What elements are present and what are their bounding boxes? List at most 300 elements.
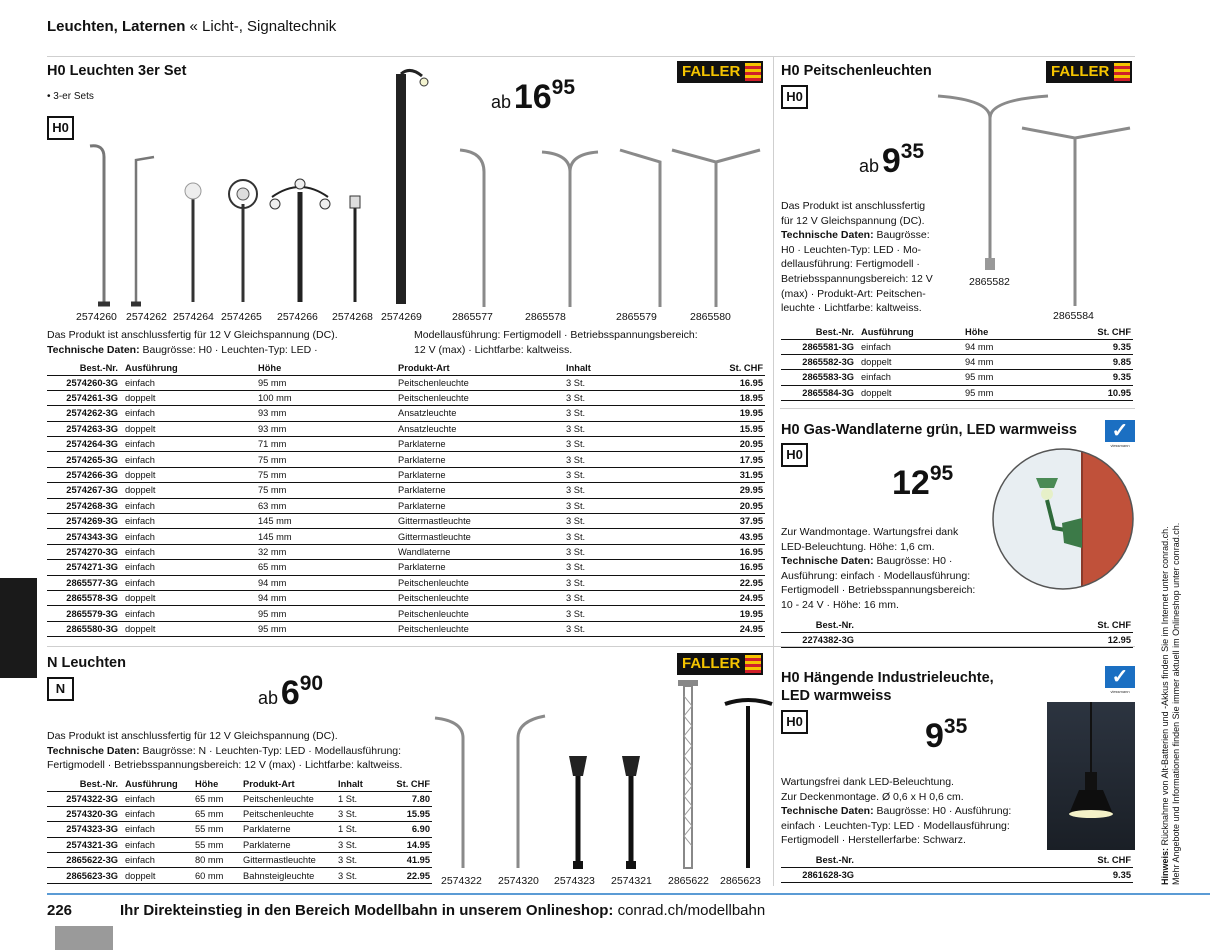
desc-bold: Technische Daten: <box>781 555 874 568</box>
col-header: St. CHF <box>1053 325 1133 339</box>
side-note-line <box>1160 465 1171 885</box>
table-cell: 93 mm <box>256 421 396 436</box>
side-note-bold: Hinweis: <box>1160 847 1170 885</box>
table-cell: 65 mm <box>193 791 241 806</box>
table-cell: Parklaterne <box>241 822 336 837</box>
table-cell: 19.95 <box>684 406 765 421</box>
table-cell: Peitschenleuchte <box>396 621 564 636</box>
col-header: St. CHF <box>859 618 1133 632</box>
table-cell: 9.35 <box>859 867 1133 882</box>
desc-line: dellausführung: Fertigmodell · <box>781 258 920 271</box>
table-cell: 95 mm <box>256 375 396 390</box>
image-label: 2574264 <box>173 311 214 323</box>
table-row <box>781 632 1133 647</box>
product-image-gas-lantern <box>992 448 1135 591</box>
faller-logo-text: FALLER <box>682 655 741 672</box>
table-cell: 2574265-3G <box>47 452 123 467</box>
table-cell: 15.95 <box>684 421 765 436</box>
table-cell: 3 St. <box>564 390 684 405</box>
table-cell: 29.95 <box>684 483 765 498</box>
scale-badge: N <box>47 677 74 701</box>
price-tag <box>925 715 967 756</box>
page-number: 226 <box>47 902 73 919</box>
product-image-industrial-lamp <box>1047 702 1135 850</box>
table-header <box>47 777 432 791</box>
desc-bold: Technische Daten: <box>781 805 874 818</box>
header-breadcrumb: « Licht-, Signaltechnik <box>185 18 337 35</box>
price-cents: 90 <box>299 672 324 695</box>
table-cell: doppelt <box>123 421 256 436</box>
table-cell: 63 mm <box>256 498 396 513</box>
table-cell: Parklaterne <box>396 452 564 467</box>
lamp-n-lattice <box>678 680 698 868</box>
image-label: 2574269 <box>381 311 422 323</box>
lamp-park-double <box>270 179 330 302</box>
table-cell: 16.95 <box>684 560 765 575</box>
table-cell: 2865578-3G <box>47 590 123 605</box>
table-cell: Parklaterne <box>241 837 336 852</box>
image-label: 2865622 <box>668 875 709 887</box>
image-label: 2574320 <box>498 875 539 887</box>
table-cell: 16.95 <box>684 544 765 559</box>
scale-badge: H0 <box>781 710 808 734</box>
image-label: 2574322 <box>441 875 482 887</box>
table-cell: 3 St. <box>564 437 684 452</box>
image-label: 2574262 <box>126 311 167 323</box>
product-image-h0-lamps <box>60 62 775 310</box>
table-cell: 3 St. <box>564 375 684 390</box>
table-row <box>47 529 765 544</box>
table-cell: 1 St. <box>336 791 386 806</box>
table-cell: 2574261-3G <box>47 390 123 405</box>
table-cell: Parklaterne <box>396 483 564 498</box>
image-label: 2574260 <box>76 311 117 323</box>
price-tag <box>258 672 323 713</box>
table-cell: einfach <box>123 837 193 852</box>
table-cell: 2865583-3G <box>781 370 859 385</box>
chapter-tab <box>0 578 37 678</box>
col-header: Inhalt <box>336 777 386 791</box>
footer-link[interactable]: conrad.ch/modellbahn <box>613 902 766 919</box>
table-row <box>781 339 1133 354</box>
viessmann-logo <box>1105 420 1135 450</box>
col-header: St. CHF <box>386 777 432 791</box>
table-cell: 75 mm <box>256 467 396 482</box>
table-row <box>47 868 432 883</box>
desc-line: Ausführung: einfach · Modellausführung: <box>781 569 971 582</box>
table-cell: 2865622-3G <box>47 853 123 868</box>
table-cell: 9.35 <box>1053 370 1133 385</box>
table-cell: doppelt <box>123 621 256 636</box>
table-row <box>47 853 432 868</box>
table-cell: 3 St. <box>564 421 684 436</box>
table-cell: 94 mm <box>963 354 1053 369</box>
table-cell: Peitschenleuchte <box>396 590 564 605</box>
table-row <box>47 483 765 498</box>
table-cell: einfach <box>123 822 193 837</box>
table-cell: 37.95 <box>684 514 765 529</box>
table-row <box>47 791 432 806</box>
table-cell: 95 mm <box>963 385 1053 400</box>
image-label: 2574268 <box>332 311 373 323</box>
image-label: 2865579 <box>616 311 657 323</box>
image-label: 2865577 <box>452 311 493 323</box>
desc-rest: Baugrösse: N · Leuchten-Typ: LED · Modellausführung: <box>139 744 402 757</box>
lamp-park-ring <box>229 180 257 302</box>
description-h0-set-left <box>47 328 407 357</box>
table-n <box>47 777 432 884</box>
viessmann-logo-text: viessmann <box>1110 443 1130 448</box>
col-header: Produkt-Art <box>396 361 564 375</box>
table-cell: 17.95 <box>684 452 765 467</box>
table-cell: einfach <box>123 406 256 421</box>
price-cents: 35 <box>943 715 968 738</box>
table-row <box>47 498 765 513</box>
lamp-n-park-a <box>569 756 587 869</box>
table-cell: 2865580-3G <box>47 621 123 636</box>
col-header: Ausführung <box>859 325 963 339</box>
desc-line: Das Produkt ist anschlussfertig <box>781 200 926 212</box>
table-row <box>47 390 765 405</box>
image-label: 2574321 <box>611 875 652 887</box>
side-note-line: Mehr Angebote und Informationen finden Sie immer aktuell im Onlineshop unter conrad.ch. <box>1171 522 1181 885</box>
table-cell: 20.95 <box>684 498 765 513</box>
table-cell: einfach <box>123 529 256 544</box>
table-cell: Ansatzleuchte <box>396 406 564 421</box>
table-cell: 16.95 <box>684 375 765 390</box>
table-cell: 55 mm <box>193 837 241 852</box>
lamp-park-globe <box>185 183 201 302</box>
desc-line: 12 V (max) · Lichtfarbe: kaltweiss. <box>414 343 573 356</box>
table-cell: doppelt <box>123 868 193 883</box>
table-cell: 3 St. <box>564 529 684 544</box>
table-row <box>47 606 765 621</box>
table-cell: doppelt <box>123 590 256 605</box>
table-cell: 6.90 <box>386 822 432 837</box>
lamp-double-2865578 <box>542 152 598 307</box>
desc-line: Zur Wandmontage. Wartungsfrei dank <box>781 526 959 538</box>
col-header: Best.-Nr. <box>781 325 859 339</box>
divider <box>47 56 1135 57</box>
image-label: 2865578 <box>525 311 566 323</box>
price-cents: 95 <box>551 76 575 99</box>
table-row <box>781 354 1133 369</box>
table-cell: Parklaterne <box>396 560 564 575</box>
scale-badge: H0 <box>781 443 808 467</box>
lamp-n-platform <box>725 700 772 868</box>
price-main: 12 <box>892 464 930 502</box>
table-cell: 65 mm <box>193 806 241 821</box>
table-cell: 2574267-3G <box>47 483 123 498</box>
table-cell: 3 St. <box>564 514 684 529</box>
table-cell: einfach <box>123 606 256 621</box>
col-header: St. CHF <box>684 361 765 375</box>
table-cell: 2861628-3G <box>781 867 859 882</box>
image-label: 2865582 <box>969 276 1010 288</box>
faller-logo-text: FALLER <box>682 63 741 80</box>
table-cell: 32 mm <box>256 544 396 559</box>
table-cell: 2574269-3G <box>47 514 123 529</box>
table-gas <box>781 618 1133 648</box>
table-row <box>47 452 765 467</box>
table-cell: 3 St. <box>336 806 386 821</box>
footer-promo-bold: Ihr Direkteinstieg in den Bereich Modellbahn in unserem Onlineshop: <box>120 902 614 919</box>
desc-line: einfach · Leuchten-Typ: LED · Modellausführung: <box>781 819 1010 832</box>
description-haengend <box>781 775 1046 848</box>
table-cell: Ansatzleuchte <box>396 421 564 436</box>
desc-rest: Baugrösse: H0 · <box>873 555 953 568</box>
lamp-whip-single <box>90 146 110 304</box>
table-cell: 2865584-3G <box>781 385 859 400</box>
table-cell: 94 mm <box>963 339 1053 354</box>
table-cell: 3 St. <box>564 467 684 482</box>
price-prefix: ab <box>258 688 279 708</box>
image-label: 2865623 <box>720 875 761 887</box>
table-cell: einfach <box>859 370 963 385</box>
table-cell: 2574268-3G <box>47 498 123 513</box>
table-cell: 95 mm <box>256 621 396 636</box>
table-cell: 2574321-3G <box>47 837 123 852</box>
table-cell: 80 mm <box>193 853 241 868</box>
footer-promo <box>120 902 765 919</box>
title-line: LED warmweiss <box>781 688 892 704</box>
table-row <box>47 514 765 529</box>
table-cell: 94 mm <box>256 590 396 605</box>
table-cell: 3 St. <box>564 544 684 559</box>
desc-line: leuchte · Lichtfarbe: kaltweiss. <box>781 302 922 315</box>
table-cell: 3 St. <box>336 837 386 852</box>
table-cell: 3 St. <box>336 853 386 868</box>
table-cell: 22.95 <box>386 868 432 883</box>
price-tag <box>859 140 924 181</box>
table-cell: Peitschenleuchte <box>396 390 564 405</box>
table-cell: 75 mm <box>256 483 396 498</box>
table-cell: 3 St. <box>336 868 386 883</box>
table-cell: Peitschenleuchte <box>241 806 336 821</box>
table-cell: 55 mm <box>193 822 241 837</box>
desc-rest: Baugrösse: H0 · Leuchten-Typ: LED · <box>139 343 318 356</box>
table-cell: 3 St. <box>564 575 684 590</box>
table-cell: einfach <box>123 452 256 467</box>
table-row <box>781 370 1133 385</box>
scale-badge: H0 <box>781 85 808 109</box>
table-row <box>781 385 1133 400</box>
lamp-park-small <box>350 196 360 302</box>
desc-line <box>781 804 1046 819</box>
table-cell: einfach <box>123 498 256 513</box>
image-label: 2574265 <box>221 311 262 323</box>
table-row <box>47 544 765 559</box>
table-cell: doppelt <box>123 390 256 405</box>
table-cell: Parklaterne <box>396 437 564 452</box>
lamp-n-whip-a <box>435 718 463 868</box>
table-cell: Gittermastleuchte <box>241 853 336 868</box>
table-header <box>781 853 1133 867</box>
desc-line: Fertigmodell · Betriebsspannungsbereich: <box>781 584 976 597</box>
table-cell: 3 St. <box>564 606 684 621</box>
table-cell: 9.35 <box>1053 339 1133 354</box>
table-header <box>781 618 1133 632</box>
section-title-gas: H0 Gas-Wandlaterne grün, LED warmweiss <box>781 422 1077 438</box>
table-cell: 19.95 <box>684 606 765 621</box>
header-category: Leuchten, Laternen <box>47 18 186 35</box>
faller-logo <box>1046 61 1132 83</box>
section-title-peitschen: H0 Peitschenleuchten <box>781 63 932 79</box>
lamp-lattice <box>396 70 428 304</box>
divider <box>780 408 1135 409</box>
table-row <box>47 437 765 452</box>
table-cell: 2274382-3G <box>781 632 859 647</box>
price-tag <box>892 462 953 503</box>
table-cell: einfach <box>123 437 256 452</box>
table-cell: 95 mm <box>963 370 1053 385</box>
desc-line: Fertigmodell · Herstellerfarbe: Schwarz. <box>781 834 966 847</box>
description-peitschen <box>781 199 961 316</box>
table-cell: 2574343-3G <box>47 529 123 544</box>
desc-bold: Technische Daten: <box>781 229 874 242</box>
table-cell: 31.95 <box>684 467 765 482</box>
col-header: Produkt-Art <box>241 777 336 791</box>
table-cell: 2574270-3G <box>47 544 123 559</box>
table-cell: einfach <box>859 339 963 354</box>
col-header: Best.-Nr. <box>47 777 123 791</box>
lamp-whip-2865577 <box>460 150 484 307</box>
table-cell: 3 St. <box>564 406 684 421</box>
table-cell: Peitschenleuchte <box>396 375 564 390</box>
set-bullet: • 3-er Sets <box>47 91 94 102</box>
image-label: 2574323 <box>554 875 595 887</box>
table-row <box>47 837 432 852</box>
table-cell: 60 mm <box>193 868 241 883</box>
table-cell: doppelt <box>123 483 256 498</box>
desc-line <box>781 228 961 243</box>
desc-bold: Technische Daten: <box>47 343 140 356</box>
table-cell: 2574323-3G <box>47 822 123 837</box>
table-cell: doppelt <box>859 385 963 400</box>
table-header <box>781 325 1133 339</box>
table-row <box>47 590 765 605</box>
price-main: 9 <box>925 717 944 755</box>
table-cell: doppelt <box>859 354 963 369</box>
table-cell: 1 St. <box>336 822 386 837</box>
desc-rest: Baugrösse: H0 · Ausführung: <box>873 805 1012 818</box>
table-cell: 15.95 <box>386 806 432 821</box>
desc-line: Modellausführung: Fertigmodell · Betriebsspannungsbereich: <box>414 329 698 341</box>
desc-line: (max) · Produkt-Art: Peitschen- <box>781 287 926 300</box>
desc-line: H0 · Leuchten-Typ: LED · Mo- <box>781 243 922 256</box>
table-cell: einfach <box>123 514 256 529</box>
table-cell: 75 mm <box>256 452 396 467</box>
price-prefix: ab <box>859 156 880 176</box>
table-cell: 94 mm <box>256 575 396 590</box>
price-prefix: ab <box>491 92 512 112</box>
lamp-double-2865580 <box>672 150 760 307</box>
desc-line: 10 - 24 V · Höhe: 16 mm. <box>781 598 899 611</box>
table-cell: Peitschenleuchte <box>396 575 564 590</box>
table-cell: einfach <box>123 791 193 806</box>
desc-line: für 12 V Gleichspannung (DC). <box>781 214 925 227</box>
table-row <box>781 867 1133 882</box>
table-row <box>47 822 432 837</box>
table-cell: Bahnsteigleuchte <box>241 868 336 883</box>
table-cell: 145 mm <box>256 514 396 529</box>
lamp-n-whip-b <box>518 716 545 868</box>
desc-line <box>47 744 442 759</box>
table-cell: einfach <box>123 575 256 590</box>
table-cell: Gittermastleuchte <box>396 529 564 544</box>
table-row <box>47 406 765 421</box>
table-cell: 3 St. <box>564 590 684 605</box>
col-header: Höhe <box>256 361 396 375</box>
table-cell: 14.95 <box>386 837 432 852</box>
table-row <box>47 421 765 436</box>
lamp-whip-2865579 <box>620 150 660 307</box>
col-header: Inhalt <box>564 361 684 375</box>
product-image-n-lamps <box>430 676 775 871</box>
table-cell: 2865577-3G <box>47 575 123 590</box>
price-main: 6 <box>280 674 300 712</box>
viessmann-logo-text: viessmann <box>1110 689 1130 694</box>
table-cell: 65 mm <box>256 560 396 575</box>
table-cell: 2865582-3G <box>781 354 859 369</box>
table-cell: doppelt <box>123 467 256 482</box>
table-row <box>47 575 765 590</box>
description-n <box>47 729 442 773</box>
table-cell: 2865579-3G <box>47 606 123 621</box>
lamp-double-2865584 <box>1022 128 1130 306</box>
faller-logo <box>677 653 763 675</box>
table-cell: 2574262-3G <box>47 406 123 421</box>
table-row <box>47 375 765 390</box>
description-h0-set-right <box>414 328 769 357</box>
table-cell: 9.85 <box>1053 354 1133 369</box>
title-line: H0 Hängende Industrieleuchte, <box>781 670 994 686</box>
desc-line: Das Produkt ist anschlussfertig für 12 V Gleichspannung (DC). <box>47 329 338 341</box>
scale-badge: H0 <box>47 116 74 140</box>
table-cell: Peitschenleuchte <box>396 606 564 621</box>
table-cell: 2574320-3G <box>47 806 123 821</box>
table-cell: 7.80 <box>386 791 432 806</box>
table-cell: 2574322-3G <box>47 791 123 806</box>
faller-logo-text: FALLER <box>1051 63 1110 80</box>
desc-line <box>781 554 1011 569</box>
checkmark-icon: ✓ <box>1105 420 1135 442</box>
table-cell: Wandlaterne <box>396 544 564 559</box>
side-note-text: Rücknahme von Alt-Batterien und -Akkus finden Sie im Internet unter conrad.ch. <box>1160 526 1170 848</box>
price-main: 9 <box>881 142 901 180</box>
table-row <box>47 806 432 821</box>
section-title-h0-set: H0 Leuchten 3er Set <box>47 63 187 79</box>
col-header: St. CHF <box>859 853 1133 867</box>
table-cell: 12.95 <box>859 632 1133 647</box>
table-cell: 2574263-3G <box>47 421 123 436</box>
desc-line: LED-Beleuchtung. Höhe: 1,6 cm. <box>781 540 935 553</box>
table-cell: 41.95 <box>386 853 432 868</box>
table-cell: Gittermastleuchte <box>396 514 564 529</box>
page-tab <box>55 926 113 950</box>
table-cell: 3 St. <box>564 621 684 636</box>
desc-line: Betriebsspannungsbereich: 12 V <box>781 272 933 285</box>
col-header: Best.-Nr. <box>47 361 123 375</box>
price-cents: 95 <box>929 462 954 485</box>
col-header: Best.-Nr. <box>781 618 859 632</box>
desc-line <box>47 343 407 358</box>
table-cell: 43.95 <box>684 529 765 544</box>
col-header: Höhe <box>963 325 1053 339</box>
image-label: 2574266 <box>277 311 318 323</box>
table-cell: 24.95 <box>684 590 765 605</box>
table-cell: einfach <box>123 544 256 559</box>
